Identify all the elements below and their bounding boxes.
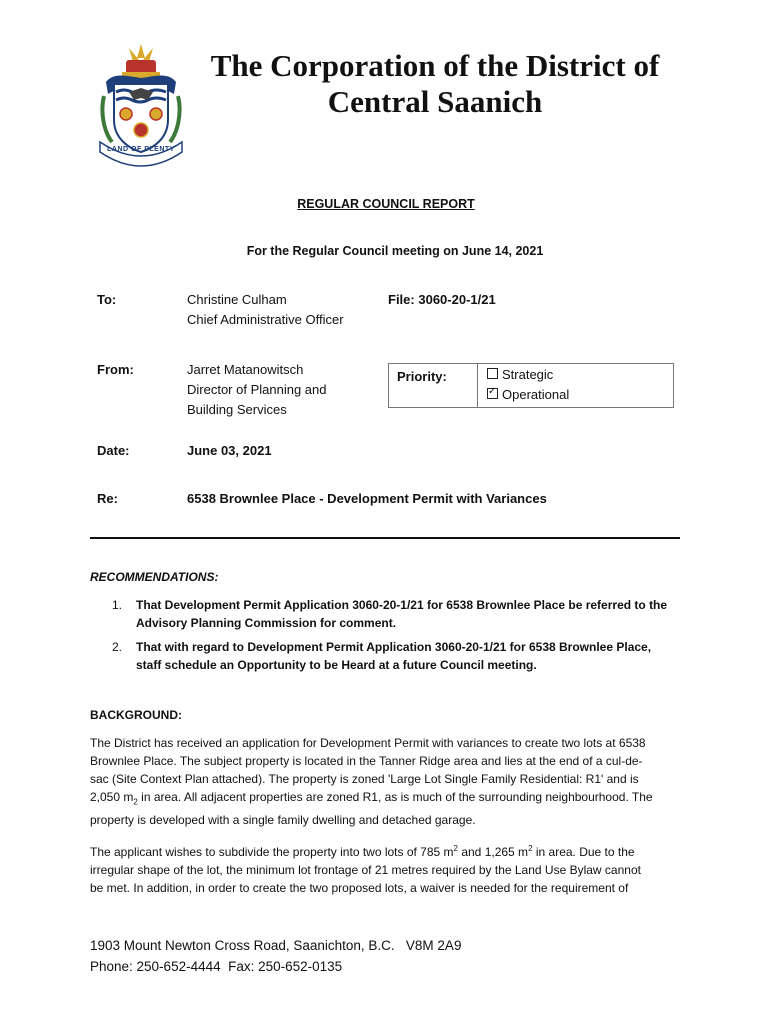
recommendation-number: 1. — [112, 598, 123, 612]
paragraph-line: property is developed with a single family dwelling and detached garage. — [90, 813, 476, 828]
text-fragment: The applicant wishes to subdivide the property into two lots of 785 m — [90, 845, 454, 859]
date-label: Date: — [97, 443, 130, 458]
superscript: 2 — [528, 844, 533, 853]
report-type-heading — [0, 197, 770, 211]
priority-box — [388, 363, 674, 408]
title-line-2: Central Saanich — [327, 84, 543, 119]
to-title: Chief Administrative Officer — [187, 312, 344, 327]
priority-divider — [477, 364, 478, 407]
recommendation-line-1: That with regard to Development Permit Application 3060-20-1/21 for 6538 Brownlee Place, — [136, 640, 652, 654]
footer-phone: Phone: 250-652-4444 Fax: 250-652-0135 — [90, 959, 343, 974]
background-paragraph-2 — [90, 840, 682, 897]
superscript: 2 — [453, 844, 458, 853]
priority-option-strategic[interactable] — [487, 365, 553, 385]
priority-option-operational[interactable] — [487, 385, 569, 405]
from-label: From: — [97, 362, 134, 377]
background-paragraph-1 — [90, 734, 682, 829]
file-label: File: — [388, 292, 415, 307]
report-type-text: REGULAR COUNCIL REPORT — [297, 197, 475, 211]
from-title-line-1: Director of Planning and — [187, 382, 327, 397]
recommendation-line-2: staff schedule an Opportunity to be Heard at a future Council meeting. — [136, 658, 537, 672]
recommendation-number: 2. — [112, 640, 123, 654]
strategic-checkbox-icon[interactable] — [487, 368, 498, 379]
page-title — [200, 48, 670, 120]
priority-option-label: Operational — [502, 387, 570, 402]
text-fragment: in area. All adjacent properties are zoned R1, as is much of the surrounding neighbourhood. The — [137, 790, 653, 804]
paragraph-line: irregular shape of the lot, the minimum lot frontage of 21 metres required by the Land Use Bylaw cannot — [90, 863, 641, 877]
priority-label: Priority: — [397, 369, 447, 384]
from-block — [187, 360, 326, 420]
crest-motto: LAND OF PLENTY — [107, 146, 175, 153]
recommendation-item — [108, 596, 683, 632]
priority-option-label: Strategic — [502, 367, 554, 382]
section-divider — [90, 537, 680, 539]
title-line-1: The Corporation of the District of — [210, 48, 660, 83]
footer-address: 1903 Mount Newton Cross Road, Saanichton, B.C. V8M 2A9 — [90, 938, 462, 953]
from-title-line-2: Building Services — [187, 402, 287, 417]
text-fragment: and 1,265 m — [458, 845, 529, 859]
paragraph-line: be met. In addition, in order to create the two proposed lots, a waiver is needed for the requirement of — [90, 881, 629, 895]
text-fragment: 2,050 m — [90, 790, 134, 804]
re-label: Re: — [97, 491, 118, 506]
recommendations-heading: RECOMMENDATIONS: — [90, 570, 219, 584]
to-label: To: — [97, 292, 117, 307]
file-number: 3060-20-1/21 — [418, 292, 496, 307]
text-fragment: in area. Due to the — [532, 845, 635, 859]
paragraph-line: sac (Site Context Plan attached). The property is zoned 'Large Lot Single Family Residential: R1' and is — [90, 772, 639, 786]
district-crest-logo — [96, 42, 186, 170]
file-line — [388, 292, 496, 307]
recommendation-line-2: Advisory Planning Commission for comment. — [136, 616, 397, 630]
re-value: 6538 Brownlee Place - Development Permit with Variances — [187, 491, 547, 506]
subscript: 2 — [133, 797, 138, 807]
to-block — [187, 290, 344, 330]
date-value: June 03, 2021 — [187, 443, 272, 458]
sun-rays-icon — [129, 44, 153, 62]
paragraph-line: Brownlee Place. The subject property is located in the Tanner Ridge area and lies at the end of a cul-de- — [90, 754, 643, 768]
recommendation-line-1: That Development Permit Application 3060-20-1/21 for 6538 Brownlee Place be referred to the — [136, 598, 668, 612]
meeting-line: For the Regular Council meeting on June 14, 2021 — [246, 244, 544, 258]
from-name: Jarret Matanowitsch — [187, 362, 304, 377]
background-heading: BACKGROUND: — [90, 708, 182, 722]
paragraph-line — [90, 788, 682, 811]
recommendation-item — [108, 638, 683, 674]
paragraph-line: The District has received an application for Development Permit with variances to create two lots at 6538 — [90, 736, 646, 750]
paragraph-line — [90, 840, 682, 861]
to-name: Christine Culham — [187, 292, 287, 307]
operational-checkbox-checked-icon[interactable] — [487, 388, 498, 399]
